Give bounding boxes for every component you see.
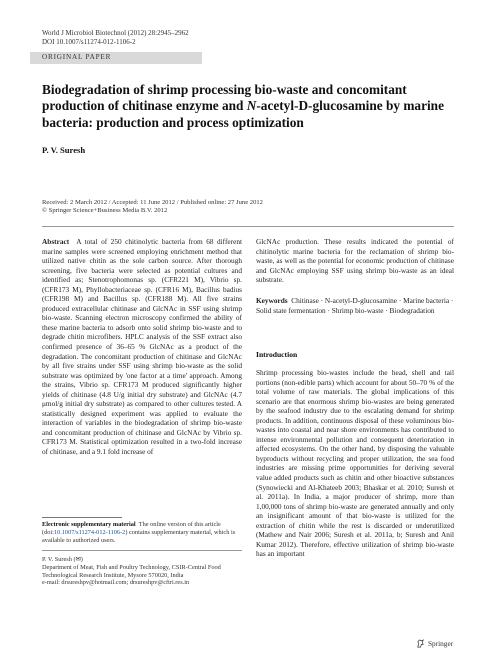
journal-citation: World J Microbiol Biotechnol (2012) 28:2945–2962 bbox=[42, 29, 189, 37]
corresponding-author: P. V. Suresh (✉) bbox=[42, 556, 83, 563]
springer-horse-icon bbox=[416, 639, 425, 648]
introduction-text: Shrimp processing bio-wastes include the head, shell and tail portions (non-edible parts) which account for about 50–70 % of the total volume of raw materials. The global implications of this scenario are that enormous shrimp bio-wastes are being generated by the seafood industry due to the escalating demand for shrimp products. In addition, continuous disposal of these voluminous bio-wastes into coastal and near shore environments has contributed to intense environmental pollution and consequent deterioration in affected ecosystems. On the other hand, by disposing the valuable byproducts without recycling and proper utilization, the sea food industries are missing prime opportunities for deriving several value added products such as chitin and other bioactive substances (Synowiecki and Al-Khateeb 2003; Bhaskar et al. 2010; Suresh et al. 2011a). In India, a major producer of shrimp, more than 1,00,000 tons of shrimp bio-waste are generated annually and only an insignificant amount of that bio-waste is utilized for the extraction of chitin while the rest is discarded or underutilized (Mathew and Nair 2006; Suresh et al. 2011a, b; Suresh and Anil Kumar 2012). Therefore, effective utilization of shrimp bio-waste has an important bbox=[256, 368, 454, 559]
department: Department of Meat, Fish and Poultry Technology, CSIR-Central Food Technological Research Institute, Mysore 570020, India bbox=[42, 563, 221, 579]
keywords-label: Keywords bbox=[256, 296, 288, 305]
divider bbox=[42, 226, 454, 227]
email[interactable]: e-mail: drsureshpv@hotmail.com; drsureshpv@cftri.res.in bbox=[42, 579, 190, 587]
section-label: ORIGINAL PAPER bbox=[42, 53, 112, 61]
doi-line: DOI 10.1007/s11274-012-1106-2 bbox=[42, 38, 136, 46]
publication-dates bbox=[42, 199, 263, 215]
copyright-line: © Springer Science+Business Media B.V. 2012 bbox=[42, 207, 168, 215]
keywords-text: Chitinase · N-acetyl-D-glucosamine · Marine bacteria · Solid state fermentation · Shrimp bio-waste · Biodegradation bbox=[256, 296, 454, 315]
introduction-heading: Introduction bbox=[256, 350, 298, 359]
abstract-continuation: GlcNAc production. These results indicated the potential of chitinolytic marine bacteria for the reclamation of shrimp bio-waste, as well as the potential for economic production of chitinase and GlcNAc employing SSF using shrimp bio-waste as an ideal substrate. bbox=[256, 237, 454, 285]
publisher-name: Springer bbox=[428, 639, 454, 648]
section-banner bbox=[30, 52, 202, 64]
affiliation bbox=[42, 556, 242, 587]
footnote-rule bbox=[42, 517, 122, 518]
abstract-label: Abstract bbox=[42, 237, 70, 246]
springer-logo bbox=[416, 639, 453, 648]
abstract-text: A total of 250 chitinolytic bacteria from 68 different marine samples were screened employing enrichment method that utilized native chitin as the sole carbon source. After thorough screening, five bacteria were selected as potential cultures and identified as; Stenotrophomonas sp. (CFR221 M), Vibrio sp. (CFR173 M), Phyllobacteriaceae sp. (CFR16 M), Bacillus badius (CFR198 M) and Bacillus sp. (CFR188 M). All five strains produced extracellular chitinase and GlcNAc in SSF using shrimp bio-waste. Scanning electron microscopy confirmed the ability of these marine bacteria to adsorb onto solid shrimp bio-waste and to degrade chitin microfibers. HPLC analysis of the SSF extract also confirmed presence of 36–65 % GlcNAc as a product of the degradation. The concomitant production of chitinase and GlcNAc by all five strains under SSF using shrimp bio-waste as the solid substrate was optimized by 'one factor at a time' approach. Among the strains, Vibrio sp. CFR173 M produced significantly higher yields of chitinase (4.8 U/g initial dry substrate) and GlcNAc (4.7 μmol/g initial dry substrate) as compared to other cultures tested. A statistically designed experiment was applied to evaluate the interaction of variables in the biodegradation of shrimp bio-waste and concomitant production of chitinase and GlcNAc by Vibrio sp. CFR173 M. Statistical optimization resulted in a two-fold increase of chitinase, and a 9.1 fold increase of bbox=[42, 237, 242, 457]
esm-doi-link[interactable]: 10.1007/s11274-012-1106-2 bbox=[53, 528, 126, 536]
affiliation-rule bbox=[42, 550, 242, 551]
author-name[interactable]: P. V. Suresh bbox=[42, 145, 86, 155]
journal-header bbox=[42, 29, 189, 47]
esm-note: Electronic supplementary material The online version of this article (doi:10.1007/s11274-012-1106-2) contains supplementary material, which is available to authorized users. bbox=[42, 521, 236, 544]
article-title: Biodegradation of shrimp processing bio-waste and concomitant production of chitinase enzyme and N-acetyl-D-glucosamine by marine bacteria: production and process optimization bbox=[42, 82, 444, 130]
received-line: Received: 2 March 2012 / Accepted: 11 June 2012 / Published online: 27 June 2012 bbox=[42, 199, 263, 206]
keywords bbox=[256, 296, 454, 315]
abstract bbox=[42, 237, 242, 457]
